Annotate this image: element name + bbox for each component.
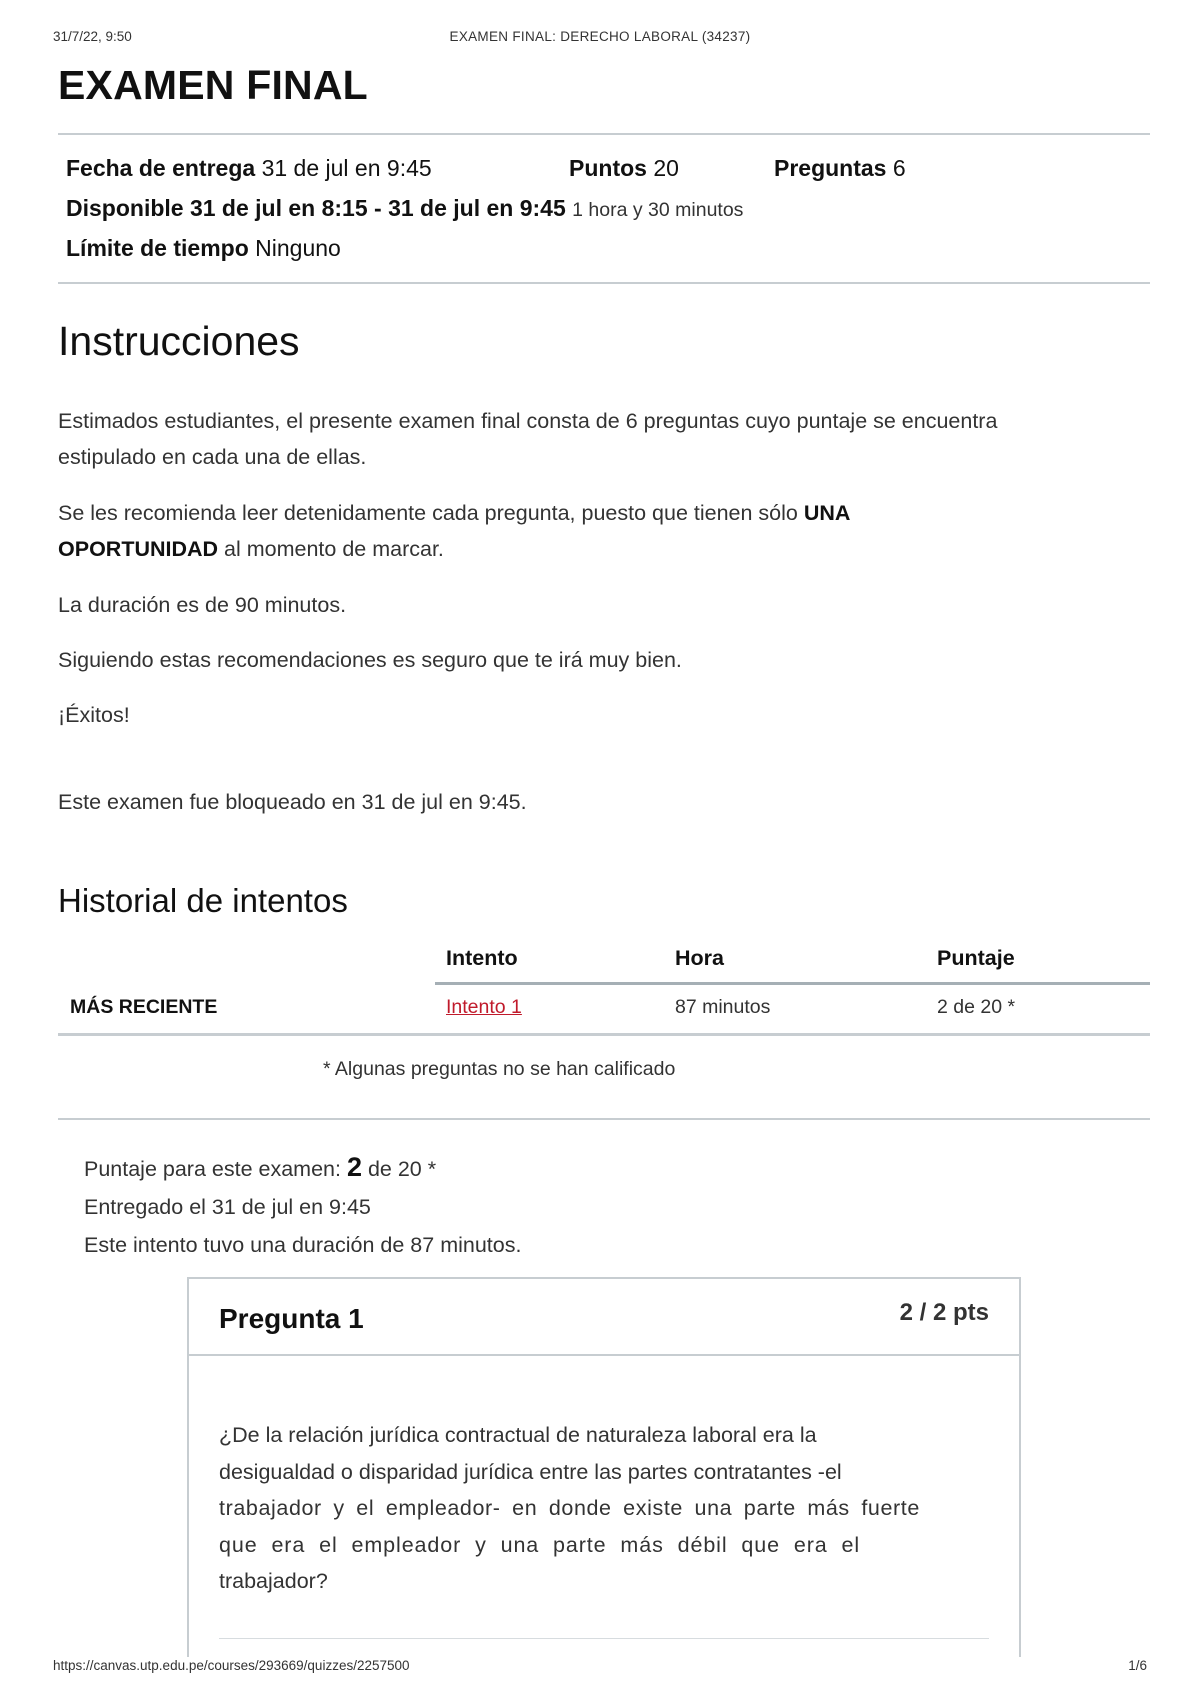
question-header (189, 1279, 1019, 1356)
submitted-info: Entregado el 31 de jul en 9:45 (84, 1195, 371, 1219)
score-total: de 20 * (361, 1157, 437, 1181)
available-label: Disponible (66, 195, 184, 221)
page-url: https://canvas.utp.edu.pe/courses/293669/quizzes/2257500 (53, 1658, 410, 1673)
column-header-time: Hora (675, 946, 724, 970)
question-points: 2 / 2 pts (899, 1299, 989, 1326)
attempt-score: 2 de 20 * (937, 996, 1016, 1018)
table-bottom-divider (58, 1033, 1150, 1036)
points-label: Puntos (569, 155, 647, 181)
question-text-line: que era el empleador y una parte más débil que era el (219, 1532, 861, 1557)
available-value: 31 de jul en 8:15 - 31 de jul en 9:45 (189, 195, 566, 221)
time-limit-detail (66, 235, 341, 262)
divider (58, 1118, 1150, 1120)
instructions-paragraph-4: Siguiendo estas recomendaciones es seguro que te irá muy bien. (58, 648, 682, 672)
score-value: 2 (346, 1152, 362, 1182)
instructions-paragraph-3: La duración es de 90 minutos. (58, 593, 347, 617)
questions-value: 6 (892, 155, 906, 181)
instructions-line: estipulado en cada una de ellas. (58, 445, 367, 469)
print-document-title: EXAMEN FINAL: DERECHO LABORAL (34237) (449, 29, 751, 44)
column-header-score: Puntaje (937, 946, 1015, 970)
instructions-line: al momento de marcar. (218, 537, 444, 561)
row-label-most-recent: MÁS RECIENTE (70, 996, 218, 1018)
time-limit-value: Ninguno (255, 235, 341, 261)
time-limit-label: Límite de tiempo (66, 235, 249, 261)
instructions-line: Estimados estudiantes, el presente examen final consta de 6 preguntas cuyo puntaje se encuentra (58, 409, 998, 433)
answer-separator (219, 1638, 989, 1639)
ungraded-footnote: * Algunas preguntas no se han calificado (323, 1058, 676, 1080)
page-number: 1/6 (1128, 1658, 1147, 1673)
quiz-score-line (84, 1152, 436, 1183)
attempt-duration-info: Este intento tuvo una duración de 87 minutos. (84, 1233, 522, 1257)
attempt-duration: 87 minutos (675, 996, 771, 1018)
points-value: 20 (653, 155, 679, 181)
points-detail (569, 155, 679, 182)
table-header-divider (435, 982, 1150, 985)
emphasis-text: UNA (803, 501, 851, 525)
question-text-line: ¿De la relación jurídica contractual de naturaleza laboral era la (219, 1423, 817, 1447)
lock-notice: Este examen fue bloqueado en 31 de jul en 9:45. (58, 790, 527, 814)
question-card (187, 1277, 1021, 1657)
divider (58, 282, 1150, 284)
emphasis-text: OPORTUNIDAD (58, 537, 219, 561)
divider (58, 133, 1150, 135)
due-date-label: Fecha de entrega (66, 155, 256, 181)
score-label: Puntaje para este examen: (84, 1157, 347, 1181)
questions-label: Preguntas (774, 155, 887, 181)
page-title: EXAMEN FINAL (58, 62, 368, 108)
quiz-details-row-1 (66, 155, 432, 182)
question-text (219, 1417, 979, 1600)
column-header-attempt: Intento (446, 946, 518, 970)
instructions-paragraph-2 (58, 495, 850, 567)
availability-detail (66, 195, 743, 222)
attempt-history-heading: Historial de intentos (58, 882, 348, 919)
print-header (53, 29, 1147, 47)
attempt-1-link[interactable]: Intento 1 (446, 996, 522, 1018)
instructions-paragraph-1 (58, 403, 997, 475)
questions-detail (774, 155, 906, 182)
question-text-line: desigualdad o disparidad jurídica entre las partes contratantes -el (219, 1459, 842, 1484)
instructions-paragraph-5: ¡Éxitos! (58, 703, 130, 727)
due-date-value: 31 de jul en 9:45 (261, 155, 432, 181)
question-title: Pregunta 1 (219, 1303, 364, 1334)
print-date: 31/7/22, 9:50 (53, 29, 132, 44)
question-text-line: trabajador? (219, 1569, 328, 1593)
available-duration: 1 hora y 30 minutos (572, 199, 744, 221)
question-text-line: trabajador y el empleador- en donde existe una parte más fuerte (219, 1496, 920, 1520)
instructions-line: Se les recomienda leer detenidamente cada pregunta, puesto que tienen sólo (58, 501, 804, 525)
instructions-heading: Instrucciones (58, 318, 300, 364)
